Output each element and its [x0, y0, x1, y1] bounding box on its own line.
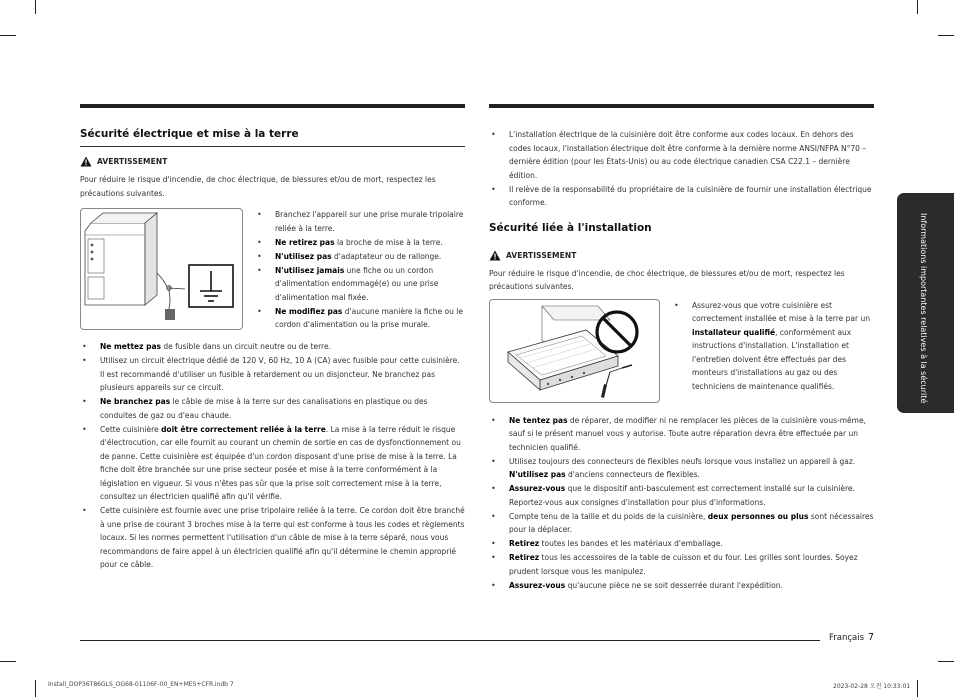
list-item: • Compte tenu de la taille et du poids de la cuisinière, deux personnes ou plus sont nécessaires pour la déplacer. [489, 510, 874, 537]
section-title-installation: Sécurité liée à l'installation [489, 221, 652, 234]
list-item: • N'utilisez pas d'adaptateur ou de rallonge. [255, 250, 465, 264]
list-item: • Ne modifiez pas d'aucune manière la fiche ou le cordon d'alimentation ou la prise murale. [255, 305, 465, 332]
chapter-side-tab [897, 193, 954, 413]
list-item: • Cette cuisinière doit être correctement reliée à la terre. La mise à la terre réduit le risque d'électrocution, car elle fournit au courant un chemin de sortie en cas de dysfonctionnement ou de panne. Cette cuisinière est équipée d'un cordon disposant d'une prise de mise à la terre. La fiche doit être branchée sur une prise secteur posée et mise à la terre conformément à la législation en vigueur. Si vous n'êtes pas sûr que la prise soit correctement mise à la terre, consultez un électricien qualifié afin qu'il vérifie. [80, 423, 465, 504]
column-top-rule [80, 104, 465, 108]
no-self-install-illustration [489, 299, 660, 403]
list-item: • Il relève de la responsabilité du propriétaire de la cuisinière de fournir une installation électrique conforme. [489, 183, 874, 210]
list-item: • Retirez tous les accessoires de la table de cuisson et du four. Les grilles sont lourdes. Soyez prudent lorsque vous les manipulez. [489, 551, 874, 578]
figure-bullets [255, 208, 465, 332]
list-item: • Ne mettez pas de fusible dans un circuit neutre ou de terre. [80, 340, 465, 354]
print-file-info: Install_DOP36T86GLS_OG68-01106F-00_EN+MES+CFR.indb 7 [48, 681, 234, 688]
figure-row [80, 208, 465, 332]
list-item: • Retirez toutes les bandes et les matériaux d'emballage. [489, 537, 874, 551]
grounded-outlet-illustration [80, 208, 243, 330]
crop-mark [0, 661, 16, 662]
warning-intro: Pour réduire le risque d'incendie, de choc électrique, de blessures et/ou de mort, respectez les précautions suivantes. [80, 175, 436, 198]
crop-mark [917, 0, 918, 14]
list-item: • Utilisez un circuit électrique dédié de 120 V, 60 Hz, 10 A (CA) avec fusible pour cette cuisinière. Il est recommandé d'utiliser un fusible à retardement ou un disjoncteur. Ne branchez pas plusieurs appareils sur ce circuit. [80, 354, 465, 395]
warning-triangle-icon [489, 250, 501, 261]
crop-mark [0, 35, 16, 36]
list-item: • Assurez-vous que le dispositif anti-basculement est correctement installé sur la cuisinière. Reportez-vous aux consignes d'installation pour plus d'informations. [489, 482, 874, 509]
list-item: • Ne tentez pas de réparer, de modifier ni ne remplacer les pièces de la cuisinière vous-même, sauf si le présent manuel vous y autorise. Toute autre réparation devra être effectuée par un technicien qualifié. [489, 414, 874, 455]
list-item: • Assurez-vous que votre cuisinière est correctement installée et mise à la terre par un installateur qualifié, conformément aux instructions d'installation. L'installation et l'entretien doivent être effectués par des monteurs d'installations au gaz ou des techniciens de maintenance qualifiés. [672, 299, 874, 394]
list-item: • Ne branchez pas le câble de mise à la terre sur des canalisations en plastique ou des conduites de gaz ou d'eau chaude. [80, 395, 465, 422]
figure-bullets [672, 299, 874, 403]
warning-intro: Pour réduire le risque d'incendie, de choc électrique, de blessures et/ou de mort, respectez les précautions suivantes. [489, 268, 845, 291]
print-date-info: 2023-02-28 오전 10:33:01 [833, 683, 911, 690]
installation-bullets [489, 414, 874, 593]
warning-heading [489, 250, 874, 261]
column-top-rule [489, 104, 874, 108]
footer-rule [80, 640, 820, 641]
crop-mark [35, 680, 36, 697]
right-column [489, 104, 874, 593]
crop-mark [938, 35, 954, 36]
list-item: • Ne retirez pas la broche de mise à la terre. [255, 236, 465, 250]
list-item: • N'utilisez jamais une fiche ou un cordon d'alimentation endommagé(e) ou une prise d'alimentation mal fixée. [255, 264, 465, 305]
crop-mark [35, 0, 36, 14]
warning-label: AVERTISSEMENT [97, 157, 168, 166]
electrical-code-bullets [489, 128, 874, 210]
left-column [80, 104, 465, 572]
page-number: 7 [868, 632, 875, 643]
warning-heading [80, 156, 465, 167]
figure-row [489, 299, 874, 403]
warning-label: AVERTISSEMENT [506, 250, 577, 260]
list-item: • Branchez l'appareil sur une prise murale tripolaire reliée à la terre. [255, 208, 465, 235]
list-item: • Cette cuisinière est fournie avec une prise tripolaire reliée à la terre. Ce cordon doit être branché à une prise de courant 3 broches mise à la terre qui est conforme à tous les codes et règlements locaux. Si les normes permettent l'utilisation d'un câble de mise à la terre séparé, nous vous recommandons de faire appel à un électricien qualifié afin qu'il détermine le chemin approprié pour ce câble. [80, 504, 465, 572]
list-item: • L'installation électrique de la cuisinière doit être conforme aux codes locaux. En dehors des codes locaux, l'installation électrique doit être conforme à la dernière norme ANSI/NFPA N°70 – dernière édition (pour les États-Unis) ou au code électrique canadien CSA C22.1 – dernière édition. [489, 128, 874, 182]
electrical-bullets [80, 340, 465, 572]
list-item: • Utilisez toujours des connecteurs de flexibles neufs lorsque vous installez un appareil à gaz. N'utilisez pas d'anciens connecteurs de flexibles. [489, 455, 874, 482]
crop-mark [917, 680, 918, 697]
crop-mark [938, 661, 954, 662]
list-item: • Assurez-vous qu'aucune pièce ne se soit desserrée durant l'expédition. [489, 579, 874, 593]
warning-triangle-icon [80, 156, 92, 167]
chapter-side-tab-label: Informations importantes relatives à la sécurité [919, 213, 928, 404]
section-title-electrical: Sécurité électrique et mise à la terre [80, 128, 465, 147]
footer-language: Français [829, 633, 865, 643]
